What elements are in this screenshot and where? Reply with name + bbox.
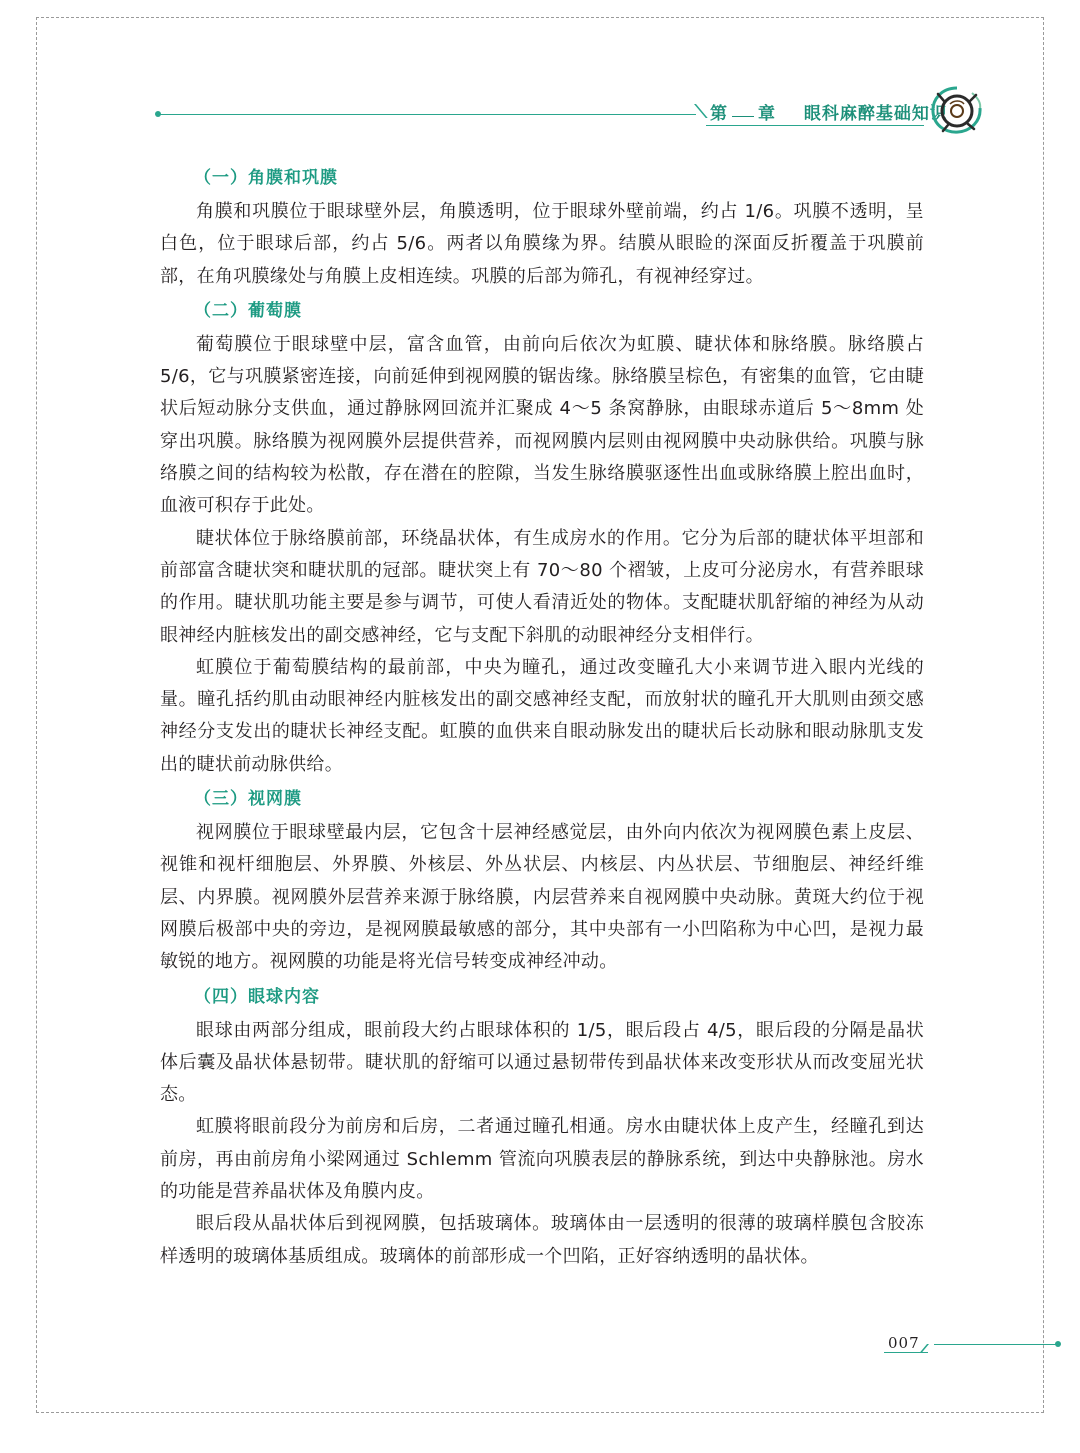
- chapter-suffix: 章: [758, 104, 776, 124]
- section-title: （四）眼球内容: [194, 986, 320, 1007]
- chapter-label: 第: [710, 104, 728, 124]
- chapter-logo-icon: [928, 84, 986, 136]
- running-header: [710, 99, 948, 124]
- section-title: （二）葡萄膜: [194, 300, 302, 321]
- section-title: （一）角膜和巩膜: [194, 168, 338, 188]
- chapter-number-blank: [732, 116, 754, 117]
- paragraph: 睫状体位于脉络膜前部，环绕晶状体，有生成房水的作用。它分为后部的睫状体平坦部和前部富含睫状突和睫状肌的冠部。睫状突上有 70～80 个褶皱，上皮可分泌房水，有营养眼球的作用。睫状肌功能主要是参与调节，可使人看清近处的物体。支配睫状肌舒缩的神经为从动眼神经内脏核发出的副交感神经，它与支配下斜肌的动眼神经分支相伴行。: [160, 527, 924, 646]
- paragraph: 眼球由两部分组成，眼前段大约占眼球体积的 1/5，眼后段占 4/5，眼后段的分隔是晶状体后囊及晶状体悬韧带。睫状肌的舒缩可以通过悬韧带传到晶状体来改变形状从而改变屈光状态。: [160, 1019, 924, 1106]
- footer-line-dot: [1055, 1341, 1061, 1347]
- paragraph: 角膜和巩膜位于眼球壁外层，角膜透明，位于眼球外壁前端，约占 1/6。巩膜不透明，呈白色，位于眼球后部，约占 5/6。两者以角膜缘为界。结膜从眼睑的深面反折覆盖于巩膜前部，在角巩膜缘处与角膜上皮相连续。巩膜的后部为筛孔，有视神经穿过。: [160, 201, 924, 287]
- paragraph: 虹膜位于葡萄膜结构的最前部，中央为瞳孔，通过改变瞳孔大小来调节进入眼内光线的量。瞳孔括约肌由动眼神经内脏核发出的副交感神经支配，而放射状的瞳孔开大肌则由颈交感神经分支发出的睫状长神经支配。虹膜的血供来自眼动脉发出的睫状后长动脉和眼动脉肌支发出的睫状前动脉供给。: [160, 656, 924, 775]
- header-underline: [706, 125, 924, 126]
- paragraph: 眼后段从晶状体后到视网膜，包括玻璃体。玻璃体由一层透明的很薄的玻璃样膜包含胶冻样透明的玻璃体基质组成。玻璃体的前部形成一个凹陷，正好容纳透明的晶状体。: [160, 1213, 924, 1267]
- main-content: [160, 160, 924, 1273]
- footer-rule: [934, 1344, 1058, 1345]
- paragraph: 葡萄膜位于眼球壁中层，富含血管，由前向后依次为虹膜、睫状体和脉络膜。脉络膜占 5/6，它与巩膜紧密连接，向前延伸到视网膜的锯齿缘。脉络膜呈棕色，有密集的血管，它由睫状后短动脉分支供血，通过静脉网回流并汇聚成 4～5 条窝静脉，由眼球赤道后 5～8mm 处穿出巩膜。脉络膜为视网膜外层提供营养，而视网膜内层则由视网膜中央动脉供给。巩膜与脉络膜之间的结构较为松散，存在潜在的腔隙，当发生脉络膜驱逐性出血或脉络膜上腔出血时，血液可积存于此处。: [160, 333, 924, 517]
- paragraph: 虹膜将眼前段分为前房和后房，二者通过瞳孔相通。房水由睫状体上皮产生，经瞳孔到达前房，再由前房角小梁网通过 Schlemm 管流向巩膜表层的静脉系统，到达中央静脉池。房水的功能是营养晶状体及角膜内皮。: [160, 1116, 924, 1203]
- page-number: 007: [888, 1334, 920, 1352]
- paragraph: 视网膜位于眼球壁最内层，它包含十层神经感觉层，由外向内依次为视网膜色素上皮层、视锥和视杆细胞层、外界膜、外核层、外丛状层、内核层、内丛状层、节细胞层、神经纤维层、内界膜。视网膜外层营养来源于脉络膜，内层营养来自视网膜中央动脉。黄斑大约位于视网膜后极部中央的旁边，是视网膜最敏感的部分，其中央部有一小凹陷称为中心凹，是视力最敏锐的地方。视网膜的功能是将光信号转变成神经冲动。: [160, 822, 924, 973]
- section-title: （三）视网膜: [194, 789, 302, 810]
- chapter-title: 眼科麻醉基础知识: [803, 104, 948, 124]
- header-rule: [158, 114, 696, 115]
